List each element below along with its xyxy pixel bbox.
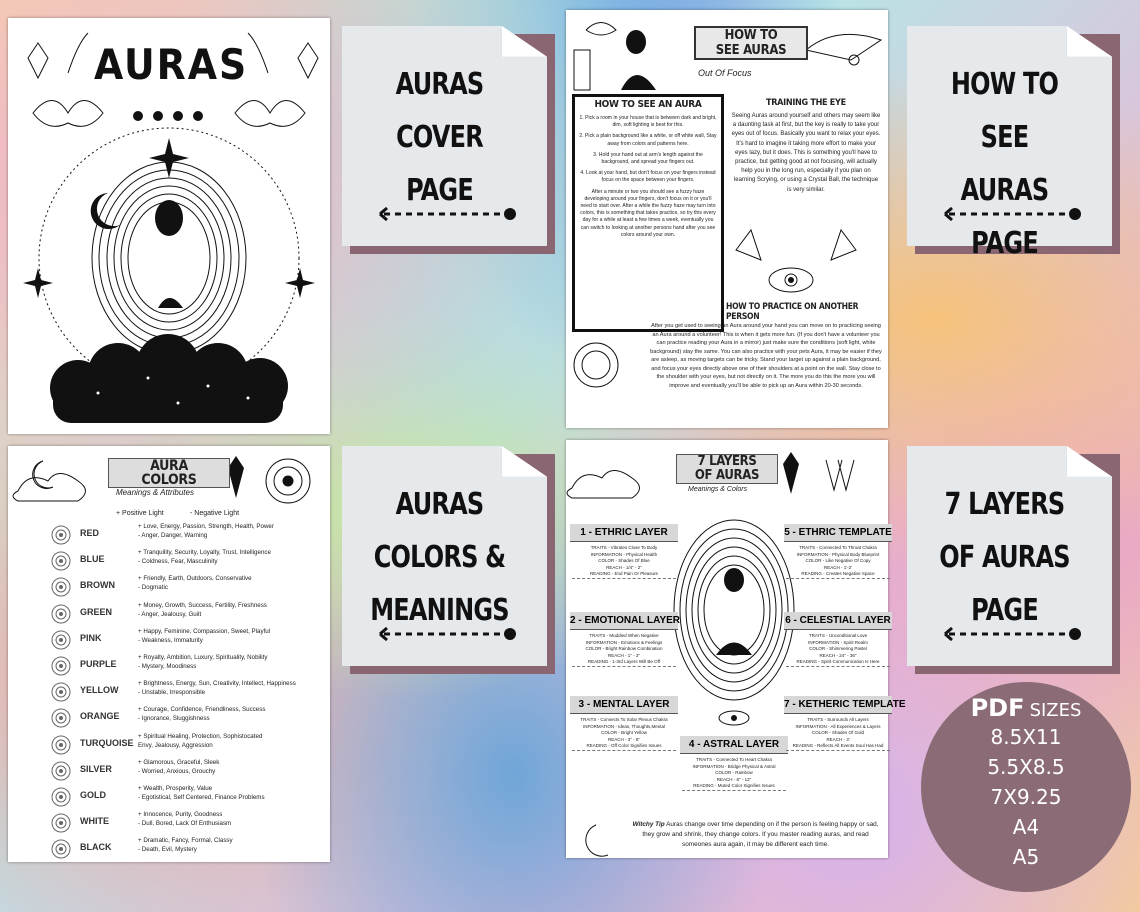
witchy-tip [628, 820, 883, 850]
layer-traits: TRAITS - Unconditional Love [808, 633, 868, 638]
color-negative: - Dull, Bored, Lack Of Enthusiasm [138, 820, 232, 828]
color-negative: - Worried, Anxious, Grouchy [138, 767, 216, 775]
cover-page-preview [8, 18, 330, 434]
colors-subtitle: Meanings & Attributes [116, 488, 194, 497]
layer-box [570, 524, 678, 582]
color-name: SILVER [80, 763, 112, 774]
layer-info: INFORMATION - Bridge Physical & Astral [692, 763, 776, 769]
color-meaning [138, 548, 338, 566]
arrow-left-icon [935, 626, 1085, 642]
pdf-label: PDF [970, 694, 1025, 722]
color-row [46, 758, 336, 786]
legend-positive: + Positive Light [116, 510, 164, 517]
layers-title: 7 LAYERS OF AURAS [676, 454, 778, 484]
color-row [46, 574, 336, 602]
color-row [46, 836, 336, 864]
color-name: TURQUOISE [80, 737, 134, 748]
layer-box [784, 612, 892, 670]
size-8-5x11: 8.5X11 [990, 725, 1062, 749]
cover-title: AURAS [94, 40, 249, 89]
color-meaning [138, 705, 338, 723]
layer-traits: TRAITS - Vibrates Close To Body [590, 545, 658, 550]
color-negative: - Coldness, Fear, Masculinity [138, 558, 218, 566]
color-name: BLACK [80, 842, 112, 853]
color-meaning [138, 601, 338, 619]
layer-box [784, 696, 906, 754]
layer-details [786, 545, 890, 579]
chakra-icon [50, 734, 72, 756]
layer-info: INFORMATION - Physical Body Blueprint [796, 551, 880, 557]
color-meaning [138, 653, 338, 671]
color-name: YELLOW [80, 685, 119, 696]
label-cover-page [342, 26, 547, 246]
layer-color: COLOR - Shimmering Pastel [809, 646, 867, 652]
color-name: WHITE [80, 816, 109, 827]
cover-illustration [8, 18, 330, 434]
chakra-icon [50, 760, 72, 782]
label-text: AURAS COLORS & MEANINGS [370, 487, 509, 628]
step-4: 4. Look at your hand, but don't focus on your fingers instead focus on the space between your fingers. [580, 170, 716, 184]
color-name: ORANGE [80, 711, 120, 722]
color-negative: - Anger, Danger, Warning [138, 532, 208, 539]
layers-page-preview [566, 440, 906, 858]
color-positive: + Dramatic, Fancy, Formal, Classy [138, 837, 233, 845]
layer-color: COLOR - Bright Rainbow Combination [585, 646, 663, 652]
layer-reach: REACH - 8" - 12" [716, 776, 752, 782]
layer-reading: READING - Creates Negative Space [786, 571, 890, 579]
chakra-icon [50, 550, 72, 572]
color-positive: + Brightness, Energy, Sun, Creativity, Intellect, Happiness [138, 680, 296, 688]
color-name: PINK [80, 632, 102, 643]
color-name: BLUE [80, 554, 105, 565]
label-text: 7 LAYERS OF AURAS PAGE [939, 487, 1070, 628]
chakra-icon [50, 524, 72, 546]
color-meaning [138, 574, 338, 592]
color-positive: + Money, Growth, Success, Fertility, Freshness [138, 601, 267, 609]
color-row [46, 522, 336, 550]
size-a4: A4 [1012, 815, 1040, 839]
color-negative: Envy, Jealousy, Aggression [138, 741, 213, 749]
color-name: GREEN [80, 606, 113, 617]
practice-title: HOW TO PRACTICE ON ANOTHER PERSON [726, 302, 859, 322]
color-negative: - Death, Evil, Mystery [138, 846, 197, 854]
color-meaning [138, 627, 338, 645]
layer-reach: REACH - 1'-2' [824, 564, 852, 570]
layer-color: COLOR - Bright Yellow [601, 730, 647, 736]
chakra-icon [50, 786, 72, 808]
layer-traits: TRAITS - Muddied When Negative [589, 633, 659, 638]
step-2: 2. Pick a plain background like a white, or off white wall, Stay away from colors and patterns here. [579, 133, 717, 147]
color-row [46, 732, 336, 760]
color-positive: + Wealth, Prosperity, Value [138, 785, 213, 792]
practice-text: After you get used to seeing an Aura around your hand you can move on to practicing seeing an Aura around a volunteer! This is when it gets more fun. (If you don't have a volunteer you can practice reading your Aura in a mirror) just make sure the conditions (soft light, white background) stay the same. You can also practice with your pets Aura, it may be easier if they are asleep, as moving targets can be tricky. Stand your target up against a plain background, and focus your eyes directly above one of their shoulders at a point on the wall. Stay close to the shoulder with your eyes, but not directly on it. The more you do this the more you will improve and eventually you'll be able to pick up an Aura within 20-30 seconds. [650, 323, 882, 389]
chakra-icon [50, 812, 72, 834]
layer-reading: READING - End Pain Or Pleasure [572, 571, 676, 579]
color-positive: + Spiritual Healing, Protection, Sophistocated [138, 732, 263, 740]
color-negative: - Egotistical, Self Centered, Finance Problems [138, 794, 265, 801]
color-meaning [138, 732, 338, 750]
layer-title: 1 - ETHRIC LAYER [570, 524, 678, 542]
label-colors-page [342, 446, 547, 666]
layer-traits: TRAITS - Connects To Solar Plexus Chakra [580, 717, 668, 722]
color-negative: - Anger, Jealousy, Guilt [138, 610, 202, 618]
color-row [46, 784, 336, 812]
how-to-page-preview [566, 10, 888, 428]
layer-reading: READING - Off Color Signifies Issues [572, 743, 676, 751]
color-row [46, 601, 336, 629]
color-row [46, 548, 336, 576]
chakra-icon [50, 576, 72, 598]
color-meaning [138, 758, 338, 776]
color-name: BROWN [80, 580, 115, 591]
chakra-icon [50, 838, 72, 860]
layer-title: 3 - MENTAL LAYER [570, 696, 678, 714]
layer-reach: REACH - 1/4" - 2" [606, 564, 642, 570]
layer-info: INFORMATION - Ideas, Thoughts,Mental [582, 723, 666, 729]
pdf-sizes-badge [921, 682, 1131, 892]
layer-color: COLOR - Shades Of Gold [811, 730, 865, 736]
legend-negative: - Negative Light [190, 510, 240, 517]
layer-details [682, 757, 786, 791]
layer-details [572, 545, 676, 579]
color-negative: - Ignorance, Sluggishness [138, 715, 210, 723]
color-row [46, 627, 336, 655]
arrow-left-icon [370, 206, 520, 222]
layer-info: INFORMATION - Spirit Realm [808, 639, 868, 645]
color-negative: - Mystery, Moodiness [138, 663, 197, 670]
color-meaning [138, 836, 338, 854]
color-negative: - Unstable, Irresponsible [138, 689, 206, 697]
size-5-5x8-5: 5.5X8.5 [987, 755, 1065, 779]
chakra-icon [50, 629, 72, 651]
layer-info: INFORMATION - All Experiences & Layers [795, 723, 881, 729]
arrow-left-icon [935, 206, 1085, 222]
color-positive: + Friendly, Earth, Outdoors, Conservative [138, 575, 252, 583]
color-meaning [138, 810, 338, 828]
color-positive: + Royalty, Ambition, Luxury, Spirituality, Nobility [138, 654, 268, 661]
layer-color: COLOR - Shades Of Blue [598, 558, 650, 564]
color-row [46, 679, 336, 707]
layer-info: INFORMATION - Emotions & Feelings [585, 639, 663, 645]
layer-title: 4 - ASTRAL LAYER [680, 736, 788, 754]
layer-details [572, 633, 676, 667]
layer-box [570, 612, 681, 670]
step-1: 1. Pick a room in your house that is between dark and bright, dim, soft lighting is best for this. [579, 115, 717, 129]
color-meaning [138, 679, 338, 697]
layer-box [570, 696, 678, 754]
layer-color: COLOR - Like Negative Of Copy [805, 558, 871, 564]
color-meaning [138, 522, 338, 540]
color-negative: - Weakness, Immaturity [138, 636, 203, 644]
step-note: After a minute or two you should see a fuzzy haze developing around your fingers, don't focus on it or you'll need to start over. After a while the fuzzy haze may turn into colors, this is something that takes practice, so try this every day for a while at least a few times a week, eventually you can switch to looking at another persons hand after you see colors around your own. [580, 188, 716, 238]
layers-subtitle: Meanings & Colors [688, 486, 748, 493]
layer-title: 6 - CELESTIAL LAYER [784, 612, 892, 630]
layer-box [680, 736, 788, 794]
layer-reading: READING - Spirit Communication Is Here [786, 659, 890, 667]
chakra-icon [50, 655, 72, 677]
layer-title: 2 - EMOTIONAL LAYER [570, 612, 678, 630]
layer-color: COLOR - Rainbow [715, 770, 753, 776]
label-text: HOW TO SEE AURAS PAGE [950, 67, 1059, 261]
color-name: RED [80, 528, 100, 538]
color-row [46, 705, 336, 733]
size-7x9-25: 7X9.25 [990, 785, 1062, 809]
chakra-icon [50, 681, 72, 703]
color-positive: + Love, Energy, Passion, Strength, Health, Power [138, 523, 274, 530]
color-meaning [138, 784, 338, 802]
layer-reach: REACH - 24" - 36" [819, 652, 857, 658]
layer-reach: REACH - 3' [826, 736, 850, 742]
training-text: Seeing Auras around yourself and others may seem like a daunting task at first, but the key is really to take your eyes out of focus. Basically you want to relax your eyes. It's hard to imagine it taking more effort to make your eyes lazy, but it does. This is something you'll have to practice, but getting good at not focusing, will actually help you in the long run, especially if you plan on learning Scrying, or using a Crystal Ball, the technique is very similar. [731, 113, 881, 193]
label-layers-page [907, 446, 1112, 666]
layer-reach: REACH - 3" - 8" [608, 736, 640, 742]
layer-traits: TRAITS - Connected To Throat Chakra [799, 545, 877, 550]
layer-title: 5 - ETHRIC TEMPLATE [784, 524, 892, 542]
color-row [46, 653, 336, 681]
layer-info: INFORMATION - Physical Health [590, 551, 658, 557]
size-a5: A5 [1012, 845, 1040, 869]
label-text: AURAS COVER PAGE [395, 67, 484, 208]
chakra-icon [50, 707, 72, 729]
layer-traits: TRAITS - Connected To Heart Chakra [696, 757, 772, 762]
layer-details [572, 717, 676, 751]
step-3: 3. Hold your hand out at arm's length against the background, and spread your fingers out. [593, 151, 703, 166]
color-name: PURPLE [80, 659, 117, 669]
tip-label: Witchy Tip [632, 821, 665, 828]
how-to-box [572, 94, 724, 332]
colors-title: AURA COLORS [108, 458, 230, 488]
layer-reading: READING - Reflects All Events Soul Has Had [786, 743, 890, 751]
tip-text: Auras change over time depending on if the person is feeling happy or sad, they grow and shrink, they change colors. If you master reading auras, and read someones aura again, it may be different each time. [642, 821, 879, 848]
color-positive: + Glamorous, Graceful, Sleek [138, 758, 220, 766]
chakra-icon [50, 603, 72, 625]
arrow-left-icon [370, 626, 520, 642]
label-how-to-page [907, 26, 1112, 261]
layer-reading: READING - Muted Color Signifies Issues [682, 783, 786, 791]
how-to-title: HOW TO SEE AURAS [694, 26, 808, 60]
training-title: TRAINING THE EYE [766, 98, 846, 108]
layer-traits: TRAITS - Surrounds All Layers [807, 717, 869, 722]
color-positive: + Happy, Feminine, Compassion, Sweet, Playful [138, 627, 271, 635]
color-negative: - Dogmatic [138, 584, 168, 592]
layer-reading: READING - 1-3rd Layers Will Be Off [572, 659, 676, 667]
layer-box [784, 524, 892, 582]
color-positive: + Innocence, Purity, Goodness [138, 811, 223, 819]
box-title: HOW TO SEE AN AURA [594, 99, 702, 110]
layer-details [786, 633, 890, 667]
layer-title: 7 - KETHERIC TEMPLATE [784, 696, 892, 714]
how-to-subtitle: Out Of Focus [698, 68, 752, 78]
color-positive: + Courage, Confidence, Friendliness, Success [138, 706, 266, 714]
sizes-label: SIZES [1029, 700, 1082, 721]
how-to-steps [579, 115, 717, 239]
color-name: GOLD [80, 790, 106, 800]
layer-details [786, 717, 890, 751]
colors-page-preview [8, 446, 330, 862]
color-positive: + Tranquility, Security, Loyalty, Trust, Intelligence [138, 549, 271, 557]
color-row [46, 810, 336, 838]
layer-reach: REACH - 1" - 3" [608, 652, 640, 658]
